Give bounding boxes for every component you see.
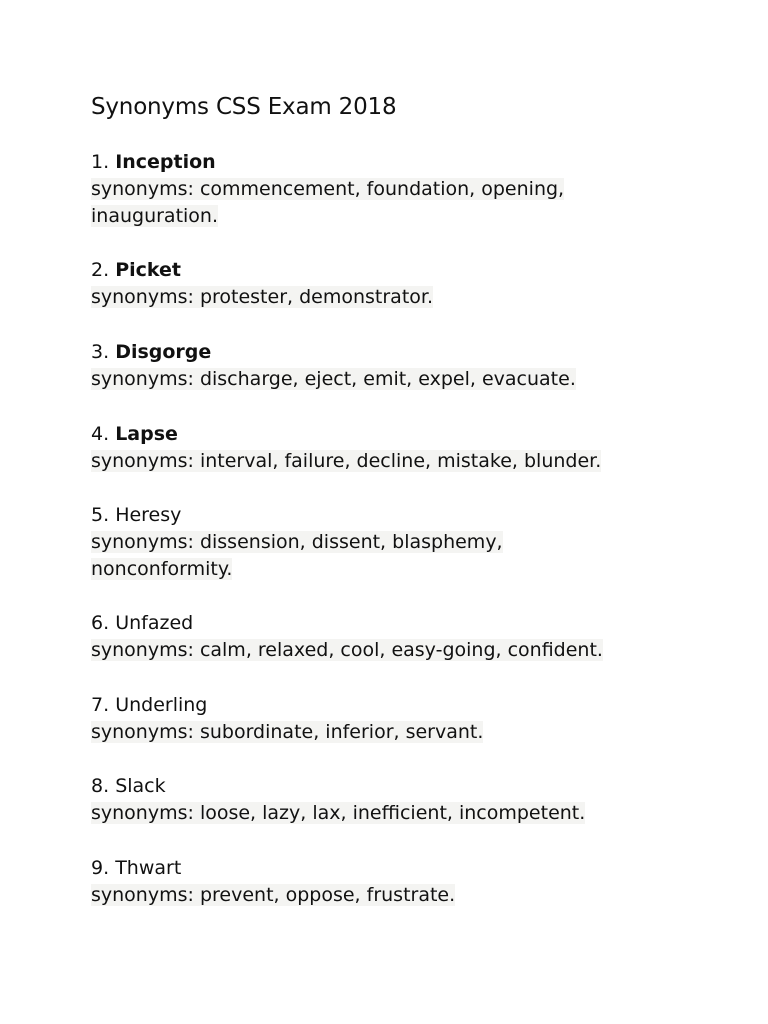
entry-synonyms (91, 882, 711, 909)
list-item (91, 257, 711, 311)
entry-synonyms (91, 719, 711, 746)
entry-number: 9. (91, 857, 110, 879)
synonyms-line: synonyms: dissension, dissent, blasphemy, (91, 531, 503, 553)
entry-heading (91, 257, 711, 284)
entry-number: 4. (91, 423, 110, 445)
list-item (91, 610, 711, 664)
list-item (91, 855, 711, 909)
synonyms-line: synonyms: calm, relaxed, cool, easy-going, confident. (91, 639, 603, 661)
entry-heading (91, 339, 711, 366)
entry-synonyms (91, 176, 711, 230)
synonyms-line: inauguration. (91, 205, 218, 227)
entry-number: 2. (91, 259, 110, 281)
entry-heading (91, 149, 711, 176)
synonyms-line: nonconformity. (91, 558, 233, 580)
entry-word: Unfazed (115, 612, 194, 634)
synonyms-line: synonyms: discharge, eject, emit, expel, evacuate. (91, 368, 576, 390)
entry-heading (91, 855, 711, 882)
entry-number: 3. (91, 341, 110, 363)
synonyms-line: synonyms: prevent, oppose, frustrate. (91, 884, 456, 906)
entry-synonyms (91, 284, 711, 311)
synonyms-line: synonyms: subordinate, inferior, servant. (91, 721, 484, 743)
list-item (91, 692, 711, 746)
entry-synonyms (91, 637, 711, 664)
entry-heading (91, 773, 711, 800)
entry-word: Inception (115, 151, 216, 173)
entry-number: 8. (91, 775, 110, 797)
entry-synonyms (91, 366, 711, 393)
synonyms-line: synonyms: protester, demonstrator. (91, 286, 433, 308)
synonyms-line: synonyms: loose, lazy, lax, inefficient, incompetent. (91, 802, 586, 824)
entry-heading (91, 502, 711, 529)
entry-synonyms (91, 448, 711, 475)
entry-synonyms (91, 800, 711, 827)
entry-word: Lapse (115, 423, 178, 445)
synonyms-line: synonyms: interval, failure, decline, mistake, blunder. (91, 450, 602, 472)
list-item (91, 502, 711, 583)
page-title: Synonyms CSS Exam 2018 (91, 94, 397, 120)
entry-word: Slack (115, 775, 166, 797)
entry-word: Heresy (115, 504, 182, 526)
entry-number: 6. (91, 612, 110, 634)
entry-number: 7. (91, 694, 110, 716)
list-item (91, 773, 711, 827)
synonyms-line: synonyms: commencement, foundation, opening, (91, 178, 565, 200)
entry-number: 5. (91, 504, 110, 526)
entry-word: Disgorge (115, 341, 212, 363)
list-item (91, 149, 711, 230)
entry-heading (91, 610, 711, 637)
list-item (91, 421, 711, 475)
entry-heading (91, 421, 711, 448)
entry-word: Thwart (115, 857, 182, 879)
entry-word: Picket (115, 259, 181, 281)
entry-heading (91, 692, 711, 719)
entry-synonyms (91, 529, 711, 583)
list-item (91, 339, 711, 393)
entry-word: Underling (115, 694, 208, 716)
entry-number: 1. (91, 151, 110, 173)
